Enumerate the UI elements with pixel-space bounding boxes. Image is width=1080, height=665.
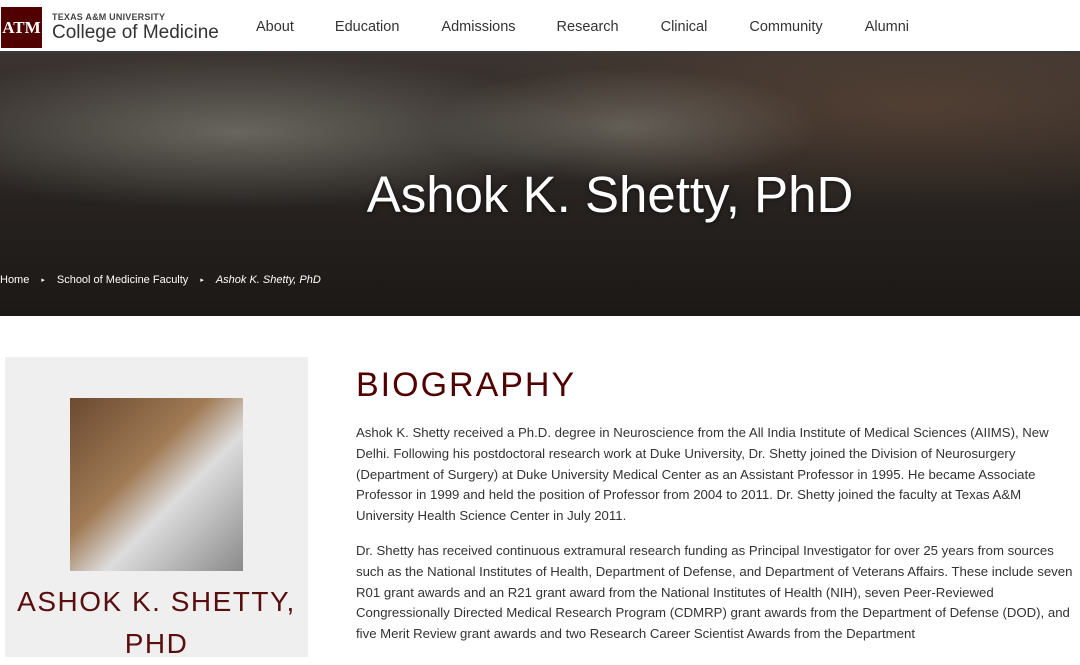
nav-about[interactable]: About <box>256 19 294 35</box>
biography-paragraph: Dr. Shetty has received continuous extramural research funding as Principal Investigator for over 25 years from sources such as the National Institutes of Health, Department of Defense, and Department of Veterans Affairs. These include seven R01 grant awards and an R21 grant award from the National Institutes of Health (NIH), seven Peer-Reviewed Congressionally Directed Medical Research Program (CDMRP) grant awards from the Department of Defense (DOD), and five Merit Review grant awards and two Research Career Scientist Awards from the Department <box>356 542 1073 642</box>
nav-education[interactable]: Education <box>334 19 400 35</box>
breadcrumb-current: Ashok K. Shetty, PhD <box>215 274 321 286</box>
biography-section <box>356 366 1076 659</box>
breadcrumb-faculty[interactable]: School of Medicine Faculty <box>56 274 189 286</box>
site-header <box>0 0 1080 53</box>
biography-heading: BIOGRAPHY <box>356 366 577 404</box>
brand[interactable] <box>52 12 219 44</box>
biography-paragraph: Ashok K. Shetty received a Ph.D. degree in Neuroscience from the All India Institute of Medical Sciences (AIIMS), New Delhi. Following his postdoctoral research work at Duke University, Dr. Shetty joined the Division of Neurosurgery (Department of Surgery) at Duke University Medical Center as an Assistant Professor in 1995. He became Associate Professor in 1999 and held the position of Professor from 2004 to 2011. Dr. Shetty joined the faculty at Texas A&M University Health Science Center in July 2011. <box>356 425 1049 524</box>
profile-name: ASHOK K. SHETTY, PHD <box>17 586 296 659</box>
nav-alumni[interactable]: Alumni <box>864 19 910 35</box>
tamu-logo[interactable]: ATM <box>1 7 42 48</box>
breadcrumb-separator-icon: ▸ <box>200 277 204 284</box>
breadcrumb-home[interactable]: Home <box>0 274 30 286</box>
nav-research[interactable]: Research <box>556 19 619 35</box>
nav-clinical[interactable]: Clinical <box>660 19 708 35</box>
profile-card <box>5 357 308 657</box>
breadcrumb-separator-icon: ▸ <box>41 277 45 284</box>
page-title: Ashok K. Shetty, PhD <box>366 166 854 223</box>
profile-photo <box>70 398 243 571</box>
nav-community[interactable]: Community <box>749 19 823 35</box>
nav-admissions[interactable]: Admissions <box>441 19 516 35</box>
hero-banner <box>0 53 1080 316</box>
university-name: TEXAS A&M UNIVERSITY <box>52 12 166 22</box>
main-nav <box>256 19 909 35</box>
breadcrumb <box>0 274 321 286</box>
college-name: College of Medicine <box>52 22 219 43</box>
